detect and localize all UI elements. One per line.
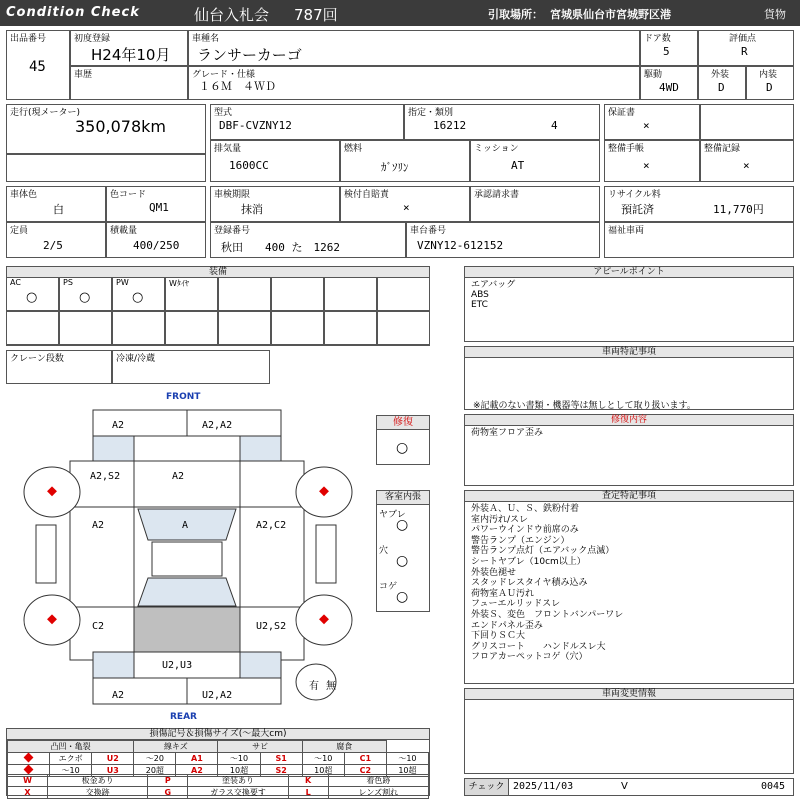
- equipment-slot: [59, 311, 112, 345]
- equipment-slot: [6, 277, 59, 311]
- equipment-slot: [271, 311, 324, 345]
- legend-code: U2: [92, 753, 134, 765]
- lot-number: 45: [29, 59, 46, 75]
- equipment-slot: [59, 277, 112, 311]
- inspection-notes-title: 査定特記事項: [465, 491, 793, 502]
- header-bar: [0, 0, 800, 26]
- legend-cell: 10超: [218, 765, 260, 777]
- equipment-title: 装備: [7, 267, 429, 278]
- type-value: DBF-CVZNY12: [219, 119, 292, 132]
- equipment-mark: ○: [26, 290, 38, 305]
- legend-code-key: G: [148, 787, 188, 799]
- mark-front-bumper-l: A2: [112, 420, 125, 431]
- interior-value: D: [766, 81, 773, 94]
- warranty-value: ×: [643, 119, 650, 132]
- drive-value: 4WD: [659, 81, 679, 94]
- footer-bar: [464, 778, 794, 796]
- equipment-slot: [165, 277, 218, 311]
- mileage-cell: 走行(現メーター) 350,078km: [6, 104, 206, 154]
- session-number: 787回: [294, 6, 338, 24]
- equipment-mark: ○: [132, 290, 144, 305]
- legend-code: U3: [92, 765, 134, 777]
- recycle-cell: リサイクル料 預託済 11,770円: [604, 186, 794, 222]
- crane-cell: クレーン段数: [6, 350, 112, 384]
- check-number: 0045: [761, 781, 786, 792]
- rear-label: REAR: [170, 712, 197, 722]
- equipment-slot: [377, 311, 430, 345]
- spare-tire-no: 無: [326, 681, 336, 692]
- legend-code-desc: 塗装あり: [188, 775, 288, 787]
- check-label: チェック: [465, 779, 509, 795]
- mission-value: AT: [511, 159, 525, 172]
- legend-code-desc: 着色跡: [328, 775, 428, 787]
- legend-group: 凸凹・亀裂: [8, 741, 134, 753]
- checker: V: [621, 781, 628, 792]
- capacity-cell: 定員 2/5: [6, 222, 106, 258]
- reg-no-value: 秋田 400 た 1262: [221, 241, 340, 254]
- equipment-name: PS: [63, 278, 73, 287]
- legend-code-key: K: [288, 775, 328, 787]
- designation-cell: 指定・類別 16212 4: [404, 104, 600, 140]
- mission-cell: ミッション AT: [470, 140, 600, 182]
- recycle-status: 預託済: [621, 203, 654, 216]
- reg-no-cell: 登録番号 秋田 400 た 1262: [210, 222, 406, 258]
- legend-cell: ～10: [302, 753, 344, 765]
- equipment-name: PW: [116, 278, 129, 287]
- mark-rear-l: C2: [92, 621, 105, 632]
- mark-rear-bumper-r: U2,A2: [202, 690, 233, 701]
- insurance-cell: 検付自賠責 ×: [340, 186, 470, 222]
- drive-cell: 駆動 4WD: [640, 66, 698, 100]
- legend-panel: [6, 728, 430, 796]
- chassis-value: VZNY12-612152: [417, 239, 504, 252]
- inspection-cell: 車検期限 抹消: [210, 186, 340, 222]
- interior-item-mark: ○: [396, 589, 409, 605]
- legend-group: サビ: [218, 741, 302, 753]
- legend-code-desc: レンズ割れ: [328, 787, 428, 799]
- equipment-slot: [165, 311, 218, 345]
- body-color-cell: 車体色 白: [6, 186, 106, 222]
- interior-box: [376, 490, 430, 612]
- capacity-value: 2/5: [43, 239, 63, 252]
- legend-cell: 20超: [134, 765, 176, 777]
- appeal-text: エアバッグ ABS ETC: [471, 280, 516, 310]
- special-note: ※記載のない書類・機器等は無しとして取り扱います。: [473, 401, 696, 411]
- equipment-mark: ○: [79, 290, 91, 305]
- check-date: 2025/11/03: [513, 781, 574, 792]
- equipment-name: Wﾀｲﾔ: [169, 279, 189, 288]
- auction-name: 仙台入札会: [194, 6, 270, 24]
- legend-code: C1: [344, 753, 386, 765]
- appeal-title: アピールポイント: [465, 267, 793, 278]
- displacement-cell: 排気量 1600CC: [210, 140, 340, 182]
- maint-book-cell: 整備手帳 ×: [604, 140, 700, 182]
- legend-code: A2: [176, 765, 218, 777]
- mark-rear-r: U2,S2: [256, 621, 287, 632]
- mark-hood-l: A2,S2: [90, 471, 121, 482]
- interior-item-mark: ○: [396, 517, 409, 533]
- appeal-panel: [464, 266, 794, 342]
- legend-code: S1: [260, 753, 302, 765]
- recycle-fee: 11,770円: [713, 203, 764, 216]
- special-panel: [464, 346, 794, 410]
- mark-windshield: A: [182, 520, 189, 531]
- equipment-slot: [324, 311, 377, 345]
- legend-cell: 10超: [386, 765, 428, 777]
- legend-code-desc: 板金あり: [48, 775, 148, 787]
- interior-item-mark: ○: [396, 553, 409, 569]
- legend-cell: エクボ: [50, 753, 92, 765]
- repair-box: [376, 415, 430, 465]
- score-value: R: [741, 45, 748, 58]
- doors-value: 5: [663, 45, 670, 58]
- approval-cell: 承認請求書: [470, 186, 600, 222]
- color-code-cell: 色コード QM1: [106, 186, 206, 222]
- mileage-value: 350,078km: [75, 117, 167, 136]
- equipment-slot: [377, 277, 430, 311]
- change-info-panel: [464, 688, 794, 774]
- mileage-sub-cell: [6, 154, 206, 182]
- fuel-value: ｶﾞｿﾘﾝ: [381, 161, 409, 174]
- refrig-cell: 冷凍/冷蔵: [112, 350, 270, 384]
- legend-title: 損傷記号＆損傷サイズ(～最大cm): [7, 729, 429, 740]
- maint-record-value: ×: [743, 159, 750, 172]
- equipment-slot: [324, 277, 377, 311]
- exterior-cell: 外装 D: [698, 66, 746, 100]
- legend-symbol: [8, 753, 50, 765]
- chassis-cell: 車台番号 VZNY12-612152: [406, 222, 600, 258]
- color-code-value: QM1: [149, 201, 169, 214]
- interior-item-name: ヤブレ: [379, 510, 406, 520]
- insurance-value: ×: [403, 201, 410, 214]
- equipment-slot: [271, 277, 324, 311]
- lot-cell: 出品番号 45: [6, 30, 70, 100]
- legend-code-key: X: [8, 787, 48, 799]
- legend-code-desc: ガラス交換要す: [188, 787, 288, 799]
- maint-book-value: ×: [643, 159, 650, 172]
- exterior-value: D: [718, 81, 725, 94]
- inspection-notes-panel: [464, 490, 794, 684]
- legend-group: 線キズ: [134, 741, 218, 753]
- doors-cell: ドア数 5: [640, 30, 698, 66]
- repair-box-mark: ○: [396, 440, 409, 456]
- equipment-slot: [6, 311, 59, 345]
- repair-text: 荷物室フロア歪み: [471, 428, 544, 438]
- equipment-slot: [218, 311, 271, 345]
- history-cell: 車歴: [70, 66, 188, 100]
- legend-code: A1: [176, 753, 218, 765]
- mark-tailgate: U2,U3: [162, 660, 193, 671]
- legend-cell: ～10: [386, 753, 428, 765]
- legend-cell: 10超: [302, 765, 344, 777]
- grade-cell: グレード・仕様 １６Ｍ ４ＷＤ: [188, 66, 640, 100]
- legend-cell: ～10: [218, 753, 260, 765]
- mark-fender-fl: A2: [92, 520, 105, 531]
- mark-hood-r: A2: [172, 471, 185, 482]
- score-cell: 評価点 R: [698, 30, 794, 66]
- load-cell: 積載量 400/250: [106, 222, 206, 258]
- model-name-value: ランサーカーゴ: [197, 46, 302, 64]
- front-label: FRONT: [166, 392, 201, 402]
- classification-value: 4: [551, 119, 558, 132]
- equipment-slot: [112, 311, 165, 345]
- displacement-value: 1600CC: [229, 159, 269, 172]
- fuel-cell: 燃料 ｶﾞｿﾘﾝ: [340, 140, 470, 182]
- legend-code: S2: [260, 765, 302, 777]
- category-label: 貨物: [764, 8, 786, 21]
- welfare-cell: 福祉車両: [604, 222, 794, 258]
- first-reg-cell: 初度登録 H24年10月: [70, 30, 188, 66]
- maint-record-cell: 整備記録 ×: [700, 140, 794, 182]
- type-cell: 型式 DBF-CVZNY12: [210, 104, 404, 140]
- inspection-notes-text: 外装Ａ、Ｕ、Ｓ、鉄粉付着 室内汚れ/スレ パワーウインドウ前席のみ 警告ランプ（エンジン） 警告ランプ点灯（エアバック点滅） シートヤブレ（10cm以上） 外装色褪せ スタッドレスタイヤ積み込み 荷物室ＡＵ汚れ フューエルリッドスレ 外装Ｓ、変色 フロントバンパーワレ エンドパネル歪み 下回りＳＣ大 グリスコート ハンドルスレ大 フロアカーペットコゲ（穴）: [471, 504, 624, 663]
- mark-fender-fr: A2,C2: [256, 520, 287, 531]
- legend-cell: ～20: [134, 753, 176, 765]
- load-value: 400/250: [133, 239, 180, 252]
- repair-box-label: 修復: [377, 416, 429, 430]
- body-color-value: 白: [53, 203, 64, 216]
- pickup-label: 引取場所：: [488, 8, 543, 21]
- mark-front-bumper-r: A2,A2: [202, 420, 233, 431]
- repair-title: 修復内容: [465, 415, 793, 426]
- warranty-cell: 保証書 ×: [604, 104, 700, 140]
- legend-code-key: W: [8, 775, 48, 787]
- legend-cell: ～10: [50, 765, 92, 777]
- legend-code-key: P: [148, 775, 188, 787]
- change-info-title: 車両変更情報: [465, 689, 793, 700]
- inspection-value: 抹消: [241, 203, 263, 216]
- grade-value: １６Ｍ ４ＷＤ: [199, 80, 276, 93]
- pickup-location: 宮城県仙台市宮城野区港: [550, 8, 671, 21]
- model-name-cell: 車種名 ランサーカーゴ: [188, 30, 640, 66]
- mark-rear-bumper-l: A2: [112, 690, 125, 701]
- legend-code-key: L: [288, 787, 328, 799]
- interior-box-title: 客室内張: [377, 491, 429, 505]
- spare-tire-yes: 有: [309, 681, 319, 692]
- logo-text: Condition Check: [6, 5, 140, 20]
- legend-group: 腐食: [302, 741, 386, 753]
- equipment-slot: [218, 277, 271, 311]
- first-reg-value: H24年10月: [91, 46, 171, 64]
- equipment-name: AC: [10, 278, 21, 287]
- legend-code: C2: [344, 765, 386, 777]
- legend-code-desc: 交換跡: [48, 787, 148, 799]
- warranty-blank-cell: [700, 104, 794, 140]
- special-title: 車両特記事項: [465, 347, 793, 358]
- repair-panel: [464, 414, 794, 486]
- equipment-slot: [112, 277, 165, 311]
- designation-value: 16212: [433, 119, 467, 132]
- interior-item-name: コゲ: [379, 582, 398, 592]
- interior-cell: 内装 D: [746, 66, 794, 100]
- interior-item-name: 穴: [379, 546, 389, 556]
